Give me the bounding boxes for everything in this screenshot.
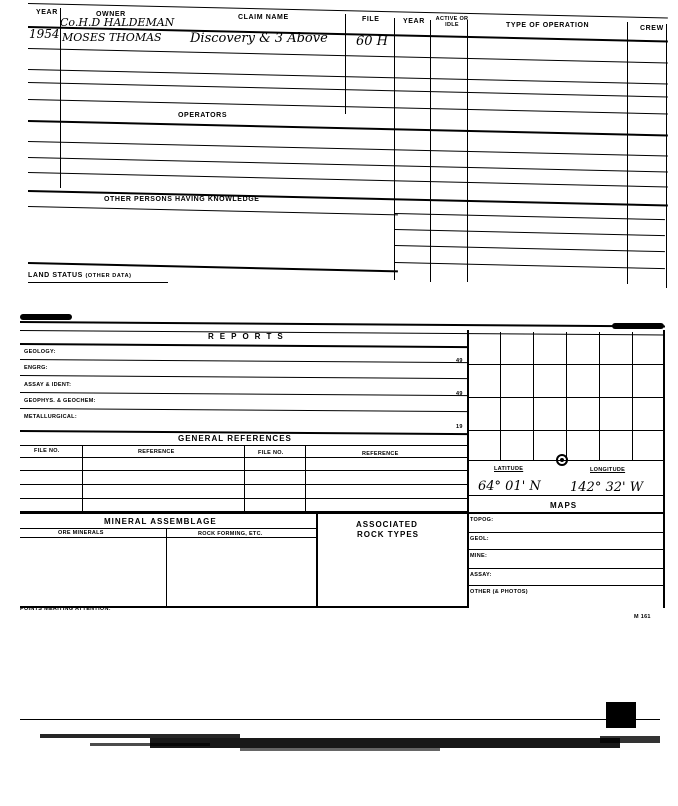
mineral-col-ore: ORE MINERALS [58,530,104,536]
header-type-of-operation: TYPE OF OPERATION [506,22,590,29]
refs-col-reference-1: REFERENCE [138,449,175,455]
report-row-metallurgical: METALLURGICAL: [24,414,77,420]
report-row-geophys: GEOPHYS. & GEOCHEM: [24,398,96,404]
longitude-label: LONGITUDE [590,467,626,473]
maps-row-assay: ASSAY: [470,572,492,578]
header-crew: CREW [640,25,664,32]
maps-row-topog: TOPOG: [470,517,494,523]
entry-year: 1954 [29,27,60,41]
header-year: YEAR [36,9,58,16]
associated-rock-types-line2: ROCK TYPES [357,530,420,539]
header-active-or-idle: ACTIVE OR IDLE [435,16,469,28]
mineral-col-rock-forming: ROCK FORMING, ETC. [198,531,263,537]
report-mark-3: 19 [456,424,463,430]
refs-col-file-no-1: FILE NO. [34,448,60,454]
header-file: FILE [362,16,380,23]
longitude-value: 142° 32' W [570,480,644,495]
mineral-assemblage-label: MINERAL ASSEMBLAGE [104,517,217,526]
associated-rock-types-line1: ASSOCIATED [356,520,418,529]
header-claim-name: CLAIM NAME [238,14,289,21]
location-marker-icon [556,454,568,466]
report-row-assay: ASSAY & IDENT: [24,382,72,388]
entry-owner-line1: Co.H.D HALDEMAN [60,16,175,29]
refs-col-file-no-2: FILE NO. [258,450,284,456]
land-status-label: LAND STATUS (OTHER DATA) [28,272,132,279]
report-row-geology: GEOLOGY: [24,349,56,355]
general-references-label: GENERAL REFERENCES [178,434,292,443]
header-year-2: YEAR [403,18,425,25]
maps-row-mine: MINE: [470,553,488,559]
other-persons-label: OTHER PERSONS HAVING KNOWLEDGE [104,196,260,203]
maps-row-other: OTHER (& PHOTOS) [470,589,528,595]
points-meriting-attention-label: POINTS MERITING ATTENTION: [20,606,111,612]
latitude-label: LATITUDE [494,466,524,472]
entry-file: 60 H [356,34,389,49]
form-number: M 161 [634,614,651,620]
entry-owner-line2: MOSES THOMAS [62,31,162,44]
header-owner: OWNER [96,11,126,18]
operators-label: OPERATORS [178,112,228,119]
refs-col-reference-2: REFERENCE [362,451,399,457]
report-mark-1: 49 [456,358,463,364]
entry-claim: Discovery & 3 Above [190,31,328,46]
maps-row-geol: GEOL: [470,536,489,542]
latitude-value: 64° 01' N [478,479,541,494]
reports-label: REPORTS [208,332,289,341]
report-row-engrg: ENGRG: [24,365,48,371]
report-mark-2: 49 [456,391,463,397]
maps-label: MAPS [550,501,578,510]
